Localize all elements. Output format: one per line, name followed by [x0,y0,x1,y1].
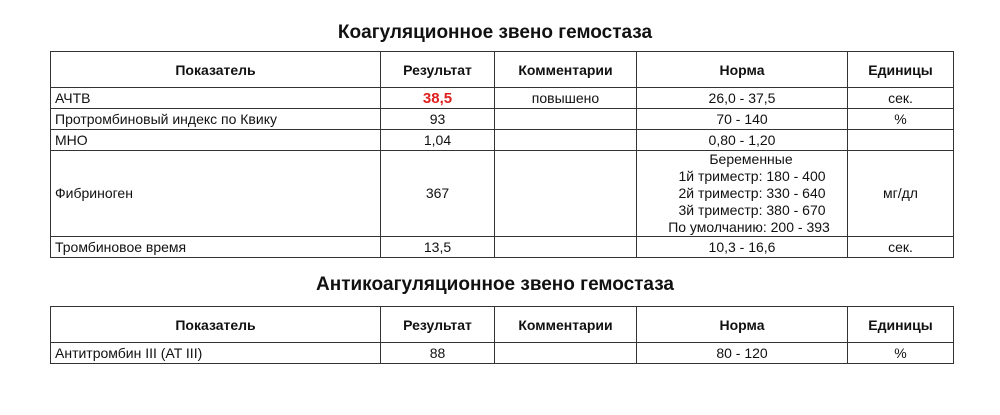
comment-text: повышено [495,88,637,109]
header-indicator: Показатель [51,307,381,343]
comment-text [495,151,637,237]
result-value: 367 [381,151,495,237]
result-value: 88 [381,343,495,364]
table-row [51,151,954,237]
coagulation-table [50,51,954,258]
header-comments: Комментарии [495,307,637,343]
header-result: Результат [381,307,495,343]
norm-range: 70 - 140 [637,109,848,130]
header-units: Единицы [848,52,954,88]
table-header-row [51,52,954,88]
header-norm: Норма [637,307,848,343]
table-row [51,109,954,130]
header-indicator: Показатель [51,52,381,88]
header-comments: Комментарии [495,52,637,88]
indicator-name: Фибриноген [51,151,381,237]
comment-text [495,130,637,151]
norm-line: 2й триместр: 330 - 640 [678,185,826,201]
table-row [51,130,954,151]
table-row [51,237,954,258]
norm-range: 26,0 - 37,5 [637,88,848,109]
header-result: Результат [381,52,495,88]
header-units: Единицы [848,307,954,343]
comment-text [495,237,637,258]
result-value: 1,04 [381,130,495,151]
header-norm: Норма [637,52,848,88]
units-text: сек. [848,237,954,258]
result-value: 13,5 [381,237,495,258]
norm-range-multiline [637,151,848,237]
indicator-name: Тромбиновое время [51,237,381,258]
table-header-row [51,307,954,343]
norm-line: По умолчанию: 200 - 393 [668,219,830,235]
units-text: % [848,343,954,364]
anticoagulation-table [50,306,954,364]
norm-line: 3й триместр: 380 - 670 [678,202,826,218]
indicator-name: Протромбиновый индекс по Квику [51,109,381,130]
coagulation-section-title: Коагуляционное звено гемостаза [337,22,653,43]
norm-range: 10,3 - 16,6 [637,237,848,258]
anticoagulation-section-title: Антикоагуляционное звено гемостаза [316,274,674,295]
norm-line: 1й триместр: 180 - 400 [678,168,826,184]
comment-text [495,343,637,364]
indicator-name: МНО [51,130,381,151]
result-value: 93 [381,109,495,130]
units-text: сек. [848,88,954,109]
units-text: % [848,109,954,130]
comment-text [495,109,637,130]
norm-range: 80 - 120 [637,343,848,364]
norm-range: 0,80 - 1,20 [637,130,848,151]
table-row [51,88,954,109]
result-value-abnormal: 38,5 [381,88,495,109]
indicator-name: Антитромбин III (AT III) [51,343,381,364]
norm-line: Беременные [709,151,793,167]
table-row [51,343,954,364]
units-text: мг/дл [848,151,954,237]
units-text [848,130,954,151]
indicator-name: АЧТВ [51,88,381,109]
